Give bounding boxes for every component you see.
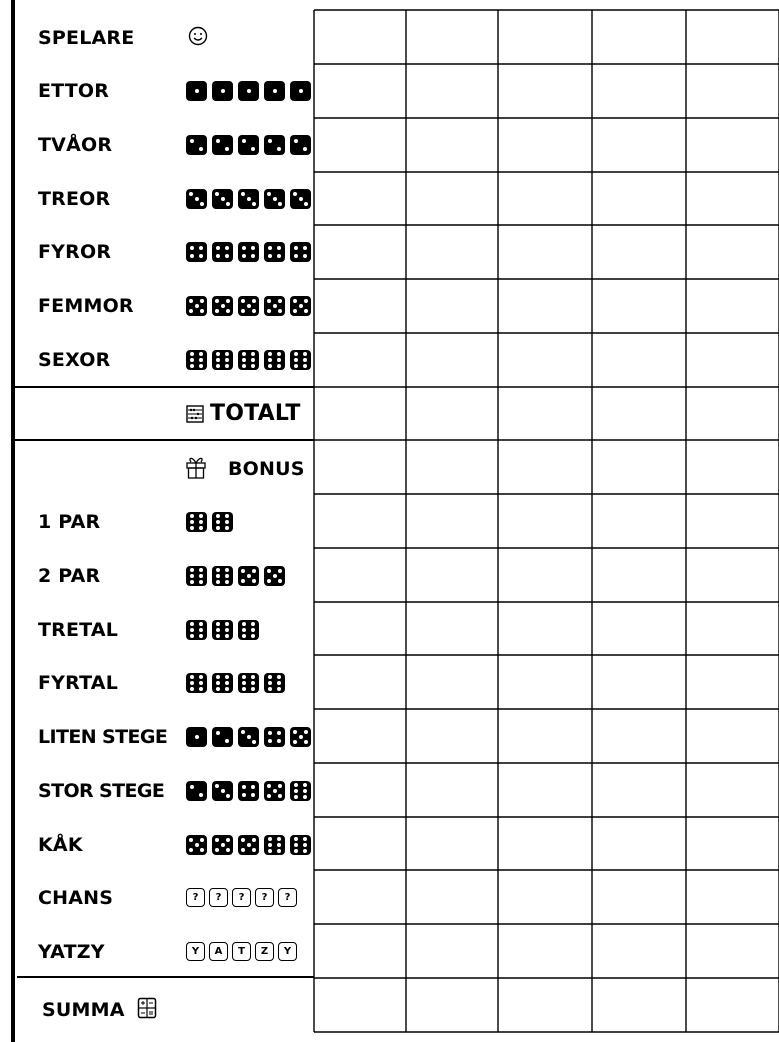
score-cell[interactable] (687, 495, 778, 547)
dice-2-par (186, 566, 285, 586)
score-cell[interactable] (593, 925, 685, 977)
score-cell[interactable] (499, 119, 591, 171)
separator-totalt (11, 439, 314, 441)
score-cell[interactable] (315, 441, 405, 493)
die-one-icon (264, 81, 285, 101)
chans-icons (186, 888, 297, 907)
score-cell[interactable] (407, 603, 497, 654)
score-cell[interactable] (315, 388, 405, 439)
score-cell[interactable] (593, 871, 685, 923)
question-die-icon: ? (186, 888, 205, 907)
die-two-icon (212, 135, 233, 155)
die-five-icon (212, 296, 233, 316)
die-two-icon (186, 781, 207, 801)
score-cell[interactable] (687, 871, 778, 923)
score-cell[interactable] (407, 925, 497, 977)
score-cell[interactable] (499, 173, 591, 224)
score-cell[interactable] (407, 65, 497, 117)
letter-die-icon: Y (186, 942, 205, 961)
score-cell[interactable] (315, 871, 405, 923)
letter-die-icon: Y (278, 942, 297, 961)
dice-tvaor (186, 135, 311, 155)
score-cell[interactable] (407, 334, 497, 386)
score-cell[interactable] (593, 280, 685, 332)
score-cell[interactable] (593, 226, 685, 278)
score-cell[interactable] (687, 11, 778, 63)
die-four-icon (212, 242, 233, 262)
dice-fyror (186, 242, 311, 262)
score-cell[interactable] (499, 226, 591, 278)
score-cell[interactable] (315, 656, 405, 708)
score-cell[interactable] (687, 441, 778, 493)
dice-1-par (186, 512, 233, 532)
dice-tretal (186, 620, 259, 640)
score-cell[interactable] (593, 549, 685, 601)
die-six-icon (264, 835, 285, 855)
label-sexor: SEXOR (38, 349, 111, 371)
score-cell[interactable] (315, 119, 405, 171)
die-six-icon (290, 350, 311, 370)
score-cell[interactable] (687, 334, 778, 386)
die-five-icon (238, 835, 259, 855)
score-cell[interactable] (687, 656, 778, 708)
score-cell[interactable] (315, 764, 405, 816)
abacus-icon (186, 405, 204, 427)
score-cell[interactable] (407, 818, 497, 869)
label-summa: SUMMA (42, 999, 125, 1021)
score-cell[interactable] (407, 656, 497, 708)
score-cell[interactable] (407, 226, 497, 278)
score-cell[interactable] (593, 173, 685, 224)
label-2-par: 2 PAR (38, 565, 101, 587)
score-cell[interactable] (407, 549, 497, 601)
score-cell[interactable] (315, 280, 405, 332)
die-six-icon (212, 512, 233, 532)
score-cell[interactable] (499, 280, 591, 332)
dice-treor (186, 189, 311, 209)
score-cell[interactable] (593, 603, 685, 654)
label-1-par: 1 PAR (38, 511, 101, 533)
score-cell[interactable] (593, 334, 685, 386)
score-cell[interactable] (315, 710, 405, 762)
score-cell[interactable] (407, 871, 497, 923)
score-cell[interactable] (593, 495, 685, 547)
score-cell[interactable] (315, 11, 405, 63)
die-one-icon (238, 81, 259, 101)
die-four-icon (264, 242, 285, 262)
label-liten-stege: LITEN STEGE (38, 726, 168, 748)
die-six-icon (186, 620, 207, 640)
score-cell[interactable] (315, 818, 405, 869)
score-cell[interactable] (687, 280, 778, 332)
label-totalt: TOTALT (210, 401, 301, 426)
score-cell[interactable] (315, 549, 405, 601)
die-six-icon (290, 835, 311, 855)
score-cell[interactable] (499, 495, 591, 547)
die-six-icon (186, 512, 207, 532)
score-cell[interactable] (499, 764, 591, 816)
score-cell[interactable] (593, 119, 685, 171)
die-six-icon (212, 566, 233, 586)
die-three-icon (264, 189, 285, 209)
die-six-icon (212, 350, 233, 370)
die-three-icon (186, 189, 207, 209)
label-treor: TREOR (38, 188, 111, 210)
question-die-icon: ? (209, 888, 228, 907)
die-six-icon (264, 350, 285, 370)
score-cell[interactable] (687, 388, 778, 439)
score-cell[interactable] (687, 65, 778, 117)
dice-ettor (186, 81, 311, 101)
score-cell[interactable] (407, 441, 497, 493)
score-cell[interactable] (407, 173, 497, 224)
label-kak: KÅK (38, 834, 83, 856)
dice-liten-stege (186, 727, 311, 747)
die-six-icon (238, 673, 259, 693)
score-cell[interactable] (407, 388, 497, 439)
label-stor-stege: STOR STEGE (38, 780, 165, 802)
score-cell[interactable] (407, 979, 497, 1031)
die-six-icon (186, 350, 207, 370)
score-cell[interactable] (407, 11, 497, 63)
gift-icon (185, 454, 207, 484)
score-cell[interactable] (407, 119, 497, 171)
letter-die-icon: Z (255, 942, 274, 961)
die-three-icon (238, 727, 259, 747)
die-six-icon (238, 620, 259, 640)
separator-upper (11, 386, 314, 388)
score-cell[interactable] (315, 925, 405, 977)
die-six-icon (186, 566, 207, 586)
label-bonus: BONUS (228, 458, 305, 480)
score-cell[interactable] (315, 495, 405, 547)
die-five-icon (238, 566, 259, 586)
label-ettor: ETTOR (38, 80, 110, 102)
score-cell[interactable] (499, 441, 591, 493)
score-cell[interactable] (687, 173, 778, 224)
letter-die-icon: A (209, 942, 228, 961)
score-cell[interactable] (315, 603, 405, 654)
die-five-icon (264, 296, 285, 316)
dice-sexor (186, 350, 311, 370)
letter-die-icon: T (232, 942, 251, 961)
yatzy-letters (186, 942, 297, 961)
score-cell[interactable] (593, 818, 685, 869)
score-cell[interactable] (407, 280, 497, 332)
die-four-icon (186, 242, 207, 262)
die-three-icon (290, 189, 311, 209)
die-six-icon (238, 350, 259, 370)
die-six-icon (290, 781, 311, 801)
score-cell[interactable] (499, 871, 591, 923)
question-die-icon: ? (255, 888, 274, 907)
score-cell[interactable] (687, 226, 778, 278)
score-cell[interactable] (593, 710, 685, 762)
score-cell[interactable] (499, 65, 591, 117)
label-femmor: FEMMOR (38, 295, 134, 317)
score-cell[interactable] (407, 710, 497, 762)
die-five-icon (186, 835, 207, 855)
die-five-icon (290, 727, 311, 747)
score-cell[interactable] (593, 979, 685, 1031)
separator-summa (17, 976, 314, 978)
die-five-icon (290, 296, 311, 316)
score-cell[interactable] (593, 11, 685, 63)
die-one-icon (186, 81, 207, 101)
score-cell[interactable] (687, 710, 778, 762)
die-three-icon (212, 189, 233, 209)
die-four-icon (238, 242, 259, 262)
die-two-icon (290, 135, 311, 155)
dice-stor-stege (186, 781, 311, 801)
die-three-icon (238, 189, 259, 209)
die-two-icon (238, 135, 259, 155)
score-cell[interactable] (315, 173, 405, 224)
die-five-icon (212, 835, 233, 855)
dice-femmor (186, 296, 311, 316)
label-tvaor: TVÅOR (38, 134, 113, 156)
die-one-icon (290, 81, 311, 101)
score-cell[interactable] (315, 226, 405, 278)
label-tretal: TRETAL (38, 619, 119, 641)
score-cell[interactable] (499, 334, 591, 386)
score-cell[interactable] (315, 334, 405, 386)
score-cell[interactable] (499, 710, 591, 762)
score-cell[interactable] (499, 925, 591, 977)
score-cell[interactable] (499, 979, 591, 1031)
score-cell[interactable] (687, 119, 778, 171)
dice-fyrtal (186, 673, 285, 693)
label-spelare: SPELARE (38, 27, 135, 49)
smiley-icon (187, 25, 209, 51)
score-cell[interactable] (593, 656, 685, 708)
die-six-icon (264, 673, 285, 693)
score-cell[interactable] (687, 979, 778, 1031)
die-six-icon (212, 620, 233, 640)
label-fyrtal: FYRTAL (38, 672, 119, 694)
score-cell[interactable] (499, 549, 591, 601)
score-cell[interactable] (499, 388, 591, 439)
score-cell[interactable] (499, 818, 591, 869)
score-cell[interactable] (407, 764, 497, 816)
score-cell[interactable] (687, 549, 778, 601)
die-four-icon (290, 242, 311, 262)
score-cell[interactable] (499, 603, 591, 654)
die-four-icon (264, 727, 285, 747)
die-two-icon (264, 135, 285, 155)
label-yatzy: YATZY (38, 941, 105, 963)
score-cell[interactable] (593, 65, 685, 117)
die-five-icon (264, 781, 285, 801)
score-cell[interactable] (687, 925, 778, 977)
dice-kak (186, 835, 311, 855)
label-chans: CHANS (38, 887, 114, 909)
die-three-icon (212, 781, 233, 801)
die-one-icon (212, 81, 233, 101)
score-cell[interactable] (687, 818, 778, 869)
score-cell[interactable] (499, 656, 591, 708)
die-six-icon (186, 673, 207, 693)
score-cell[interactable] (687, 603, 778, 654)
die-one-icon (186, 727, 207, 747)
score-cell[interactable] (593, 441, 685, 493)
die-two-icon (212, 727, 233, 747)
die-six-icon (212, 673, 233, 693)
die-five-icon (186, 296, 207, 316)
question-die-icon: ? (232, 888, 251, 907)
die-five-icon (238, 296, 259, 316)
die-four-icon (238, 781, 259, 801)
score-cell[interactable] (687, 764, 778, 816)
die-two-icon (186, 135, 207, 155)
score-cell[interactable] (593, 764, 685, 816)
score-cell[interactable] (315, 65, 405, 117)
score-cell[interactable] (499, 11, 591, 63)
score-cell[interactable] (315, 979, 405, 1031)
label-fyror: FYROR (38, 241, 112, 263)
question-die-icon: ? (278, 888, 297, 907)
calculator-icon (137, 997, 157, 1023)
die-five-icon (264, 566, 285, 586)
score-cell[interactable] (407, 495, 497, 547)
score-cell[interactable] (593, 388, 685, 439)
